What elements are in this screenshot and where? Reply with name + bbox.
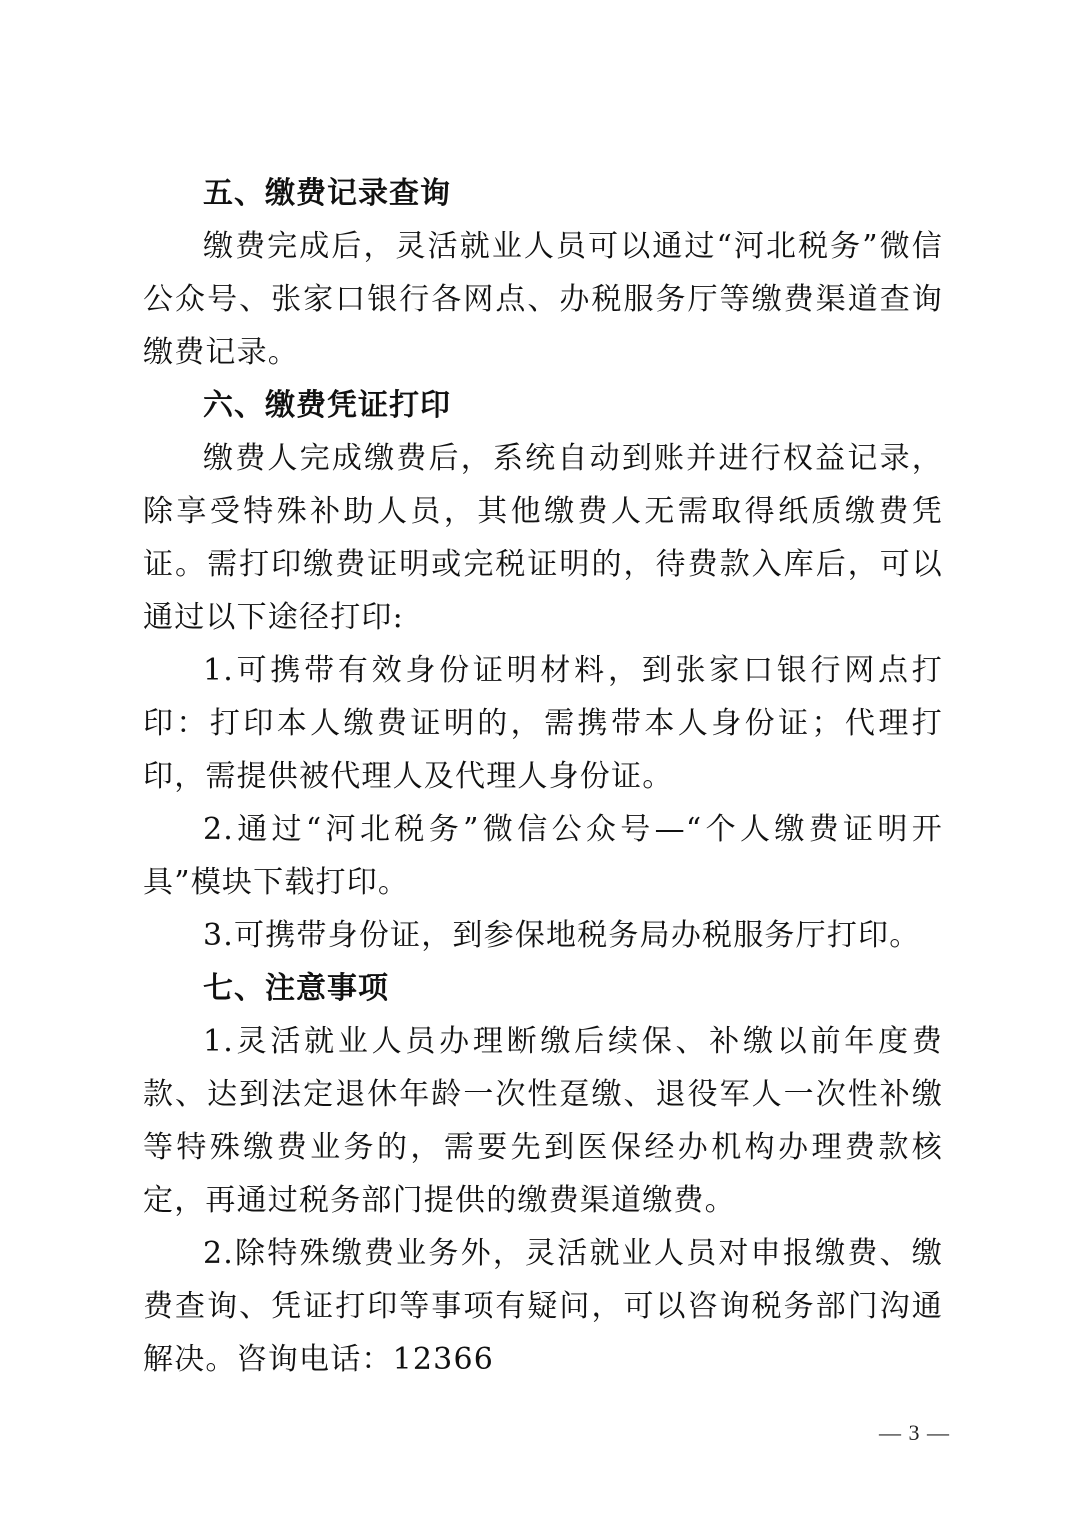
paragraph-voucher-item-1: 1.可携带有效身份证明材料，到张家口银行网点打印：打印本人缴费证明的，需携带本人身份证；代理打印，需提供被代理人及代理人身份证。 [143, 653, 943, 794]
paragraph-voucher-intro: 缴费人完成缴费后，系统自动到账并进行权益记录，除享受特殊补助人员，其他缴费人无需取得纸质缴费凭证。需打印缴费证明或完税证明的，待费款入库后，可以通过以下途径打印: [143, 441, 943, 635]
page-number: — 3 — [879, 1420, 950, 1445]
section-heading-voucher-printing: 六、缴费凭证打印 [203, 388, 451, 423]
paragraph-voucher-item-3: 3.可携带身份证，到参保地税务局办税服务厅打印。 [203, 918, 921, 953]
paragraph-notes-item-1: 1.灵活就业人员办理断缴后续保、补缴以前年度费款、达到法定退休年龄一次性趸缴、退役军人一次性补缴等特殊缴费业务的，需要先到医保经办机构办理费款核定，再通过税务部门提供的缴费渠道缴费。 [143, 1024, 943, 1218]
section-heading-records-query: 五、缴费记录查询 [203, 176, 451, 211]
paragraph-records-query: 缴费完成后，灵活就业人员可以通过“河北税务”微信公众号、张家口银行各网点、办税服务厅等缴费渠道查询缴费记录。 [143, 229, 943, 370]
document-body [143, 167, 943, 1386]
paragraph-notes-item-2: 2.除特殊缴费业务外，灵活就业人员对申报缴费、缴费查询、凭证打印等事项有疑问，可以咨询税务部门沟通解决。咨询电话：12366 [143, 1236, 943, 1377]
section-heading-notes: 七、注意事项 [203, 971, 389, 1006]
paragraph-voucher-item-2: 2.通过“河北税务”微信公众号—“个人缴费证明开具”模块下载打印。 [143, 812, 943, 900]
